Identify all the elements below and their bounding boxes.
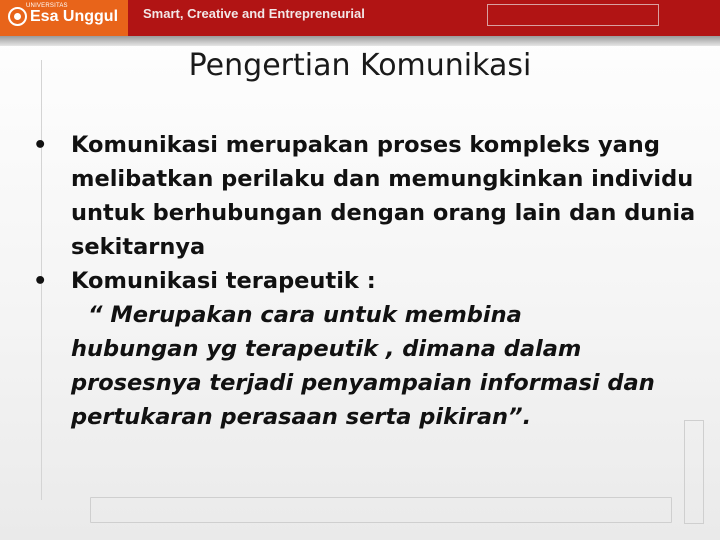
quote-block: [28, 298, 698, 434]
decorative-footer-frame: [90, 497, 672, 523]
bullet-marker: •: [33, 268, 48, 294]
bullet-item: [28, 264, 698, 298]
quote-first-line: “ Merupakan cara untuk membina: [88, 302, 522, 328]
bullet-item: [28, 128, 698, 264]
header-band: [0, 0, 720, 36]
header-shadow: [0, 36, 720, 46]
tagline: Smart, Creative and Entrepreneurial: [143, 6, 365, 21]
slide-body: [28, 128, 698, 434]
logo-subtitle: UNIVERSITAS: [26, 3, 68, 9]
university-logo-icon: [8, 7, 27, 26]
quote-text: hubungan yg terapeutik , dimana dalam prosesnya terjadi penyampaian informasi dan pertukaran perasaan serta pikiran”.: [71, 336, 655, 430]
bullet-text: Komunikasi terapeutik :: [71, 268, 376, 294]
slide-title: Pengertian Komunikasi: [188, 48, 532, 83]
bullet-text: Komunikasi merupakan proses kompleks yang melibatkan perilaku dan memungkinkan individu untuk berhubungan dengan orang lain dan dunia sekitarnya: [71, 132, 696, 260]
logo-text: Esa Unggul: [30, 8, 119, 25]
header-frame-decoration: [487, 4, 659, 26]
bullet-marker: •: [33, 132, 48, 158]
decorative-corner-frame: [684, 420, 704, 524]
logo: [0, 0, 128, 36]
